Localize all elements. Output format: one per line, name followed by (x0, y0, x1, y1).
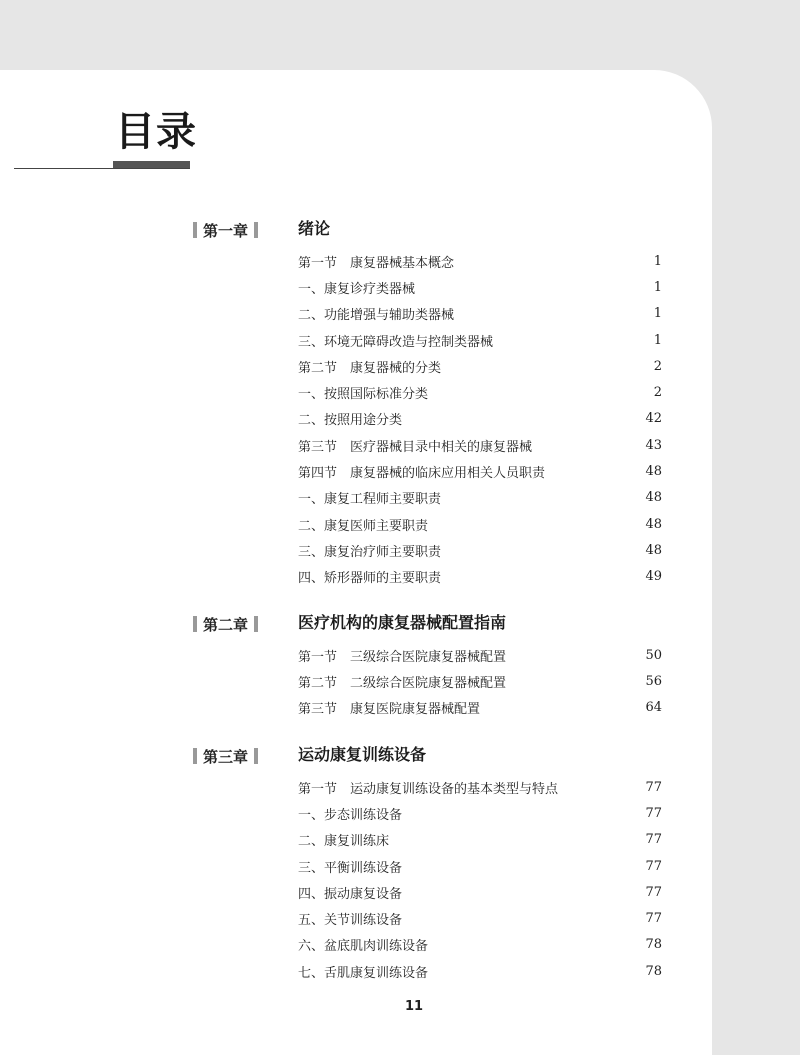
toc-entry[interactable] (298, 537, 662, 563)
chapter-bar-right (254, 616, 258, 632)
entry-page: 48 (645, 516, 662, 532)
toc-entry[interactable] (298, 379, 662, 405)
toc-entry[interactable] (298, 327, 662, 353)
toc-entry[interactable] (298, 642, 662, 668)
entry-page: 1 (653, 279, 662, 295)
toc-entry[interactable] (298, 511, 662, 537)
title-underline (14, 168, 190, 169)
toc-entry[interactable] (298, 353, 662, 379)
chapter-bar-right (254, 748, 258, 764)
entry-page: 1 (653, 332, 662, 348)
toc-entry[interactable] (298, 932, 662, 958)
chapter-title: 绪论 (298, 219, 331, 238)
entry-title: 二、康复训练床 (298, 834, 390, 850)
entry-page: 77 (645, 805, 662, 821)
entry-page: 43 (645, 437, 662, 453)
chapter-bar-right (254, 222, 258, 238)
entry-page: 50 (645, 647, 662, 663)
toc-entry[interactable] (298, 958, 662, 984)
chapter-title: 医疗机构的康复器械配置指南 (298, 613, 507, 632)
entry-page: 2 (653, 385, 662, 401)
toc-entry[interactable] (298, 879, 662, 905)
chapter-number: 第二章 (203, 615, 249, 634)
entry-title: 第三节 康复医院康复器械配置 (298, 702, 481, 718)
entry-page: 77 (645, 911, 662, 927)
chapter-label (193, 746, 258, 766)
entry-page: 48 (645, 464, 662, 480)
toc-entry[interactable] (298, 432, 662, 458)
toc-entry[interactable] (298, 274, 662, 300)
toc-entry[interactable] (298, 800, 662, 826)
toc-entry[interactable] (298, 905, 662, 931)
entry-title: 二、功能增强与辅助类器械 (298, 308, 455, 324)
entry-page: 1 (653, 253, 662, 269)
entry-page: 48 (645, 490, 662, 506)
chapter-bar-left (193, 748, 197, 764)
entry-title: 一、康复诊疗类器械 (298, 281, 416, 297)
entry-title: 第四节 康复器械的临床应用相关人员职责 (298, 466, 546, 482)
entry-title: 七、舌肌康复训练设备 (298, 965, 429, 981)
toc-entry[interactable] (298, 301, 662, 327)
entry-title: 六、盆底肌肉训练设备 (298, 939, 429, 955)
entry-page: 77 (645, 884, 662, 900)
page-title: 目录 (115, 109, 197, 155)
entry-title: 一、步态训练设备 (298, 807, 403, 823)
entry-title: 四、矫形器师的主要职责 (298, 571, 442, 587)
entry-page: 78 (645, 937, 662, 953)
entry-title: 五、关节训练设备 (298, 913, 403, 929)
entry-title: 第一节 康复器械基本概念 (298, 255, 455, 271)
toc-entry[interactable] (298, 827, 662, 853)
entry-title: 第二节 二级综合医院康复器械配置 (298, 675, 507, 691)
entry-page: 78 (645, 963, 662, 979)
entry-title: 第一节 三级综合医院康复器械配置 (298, 649, 507, 665)
chapter-label (193, 220, 258, 240)
entry-page: 49 (645, 569, 662, 585)
entry-title: 一、康复工程师主要职责 (298, 492, 442, 508)
entry-title: 第二节 康复器械的分类 (298, 360, 442, 376)
chapter-title: 运动康复训练设备 (298, 745, 427, 764)
toc-entry[interactable] (298, 853, 662, 879)
chapter-entries (298, 248, 662, 590)
entry-page: 77 (645, 779, 662, 795)
entry-page: 56 (645, 673, 662, 689)
toc-entry[interactable] (298, 564, 662, 590)
entry-title: 二、康复医师主要职责 (298, 518, 429, 534)
chapter-number: 第三章 (203, 747, 249, 766)
entry-page: 48 (645, 542, 662, 558)
entry-title: 三、环境无障碍改造与控制类器械 (298, 334, 494, 350)
toc-page (0, 70, 712, 1055)
toc-entry[interactable] (298, 485, 662, 511)
entry-title: 二、按照用途分类 (298, 413, 403, 429)
toc-entry[interactable] (298, 406, 662, 432)
chapter-label (193, 614, 258, 634)
entry-page: 1 (653, 306, 662, 322)
title-accent-bar (113, 161, 190, 168)
entry-page: 77 (645, 832, 662, 848)
toc-entry[interactable] (298, 774, 662, 800)
entry-page: 2 (653, 358, 662, 374)
entry-title: 三、平衡训练设备 (298, 860, 403, 876)
entry-title: 第三节 医疗器械目录中相关的康复器械 (298, 439, 533, 455)
entry-title: 三、康复治疗师主要职责 (298, 544, 442, 560)
chapter-entries (298, 642, 662, 721)
chapter-bar-left (193, 222, 197, 238)
toc-entry[interactable] (298, 248, 662, 274)
entry-page: 42 (645, 411, 662, 427)
toc-entry[interactable] (298, 695, 662, 721)
toc-entry[interactable] (298, 458, 662, 484)
entry-title: 四、振动康复设备 (298, 886, 403, 902)
chapter-entries (298, 774, 662, 984)
chapter-number: 第一章 (203, 221, 249, 240)
entry-title: 一、按照国际标准分类 (298, 387, 429, 403)
entry-page: 77 (645, 858, 662, 874)
chapter-bar-left (193, 616, 197, 632)
toc-entry[interactable] (298, 668, 662, 694)
entry-page: 64 (645, 700, 662, 716)
page-number: 11 (404, 999, 424, 1014)
entry-title: 第一节 运动康复训练设备的基本类型与特点 (298, 781, 559, 797)
